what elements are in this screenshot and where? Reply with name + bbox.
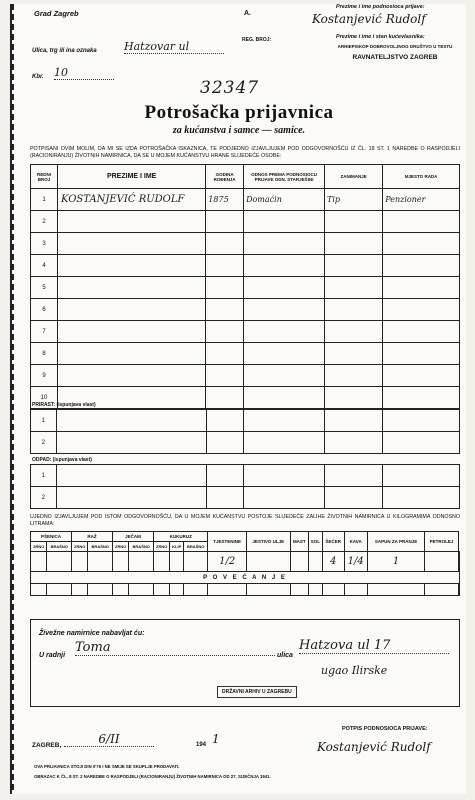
stock-group-header: RAŽ — [71, 532, 112, 542]
signature-value: Kostanjević Rudolf — [317, 740, 431, 754]
row-number: 7 — [31, 321, 58, 343]
applicant-label: Prezime i ime podnosioca prijave: — [336, 4, 425, 10]
stock-value — [31, 552, 47, 572]
row-number: 2 — [31, 211, 58, 233]
empty-cell — [243, 465, 325, 487]
stock-value: 1/2 — [208, 552, 246, 572]
stock-item-header: SOL — [309, 532, 323, 552]
owner-label: Prezime i ime i stan kućevlasnika: — [336, 34, 425, 40]
empty-cell — [243, 432, 325, 454]
cell-name — [58, 365, 206, 387]
table-row — [31, 321, 460, 343]
cell-year — [206, 255, 244, 277]
cell-workplace — [383, 321, 460, 343]
owner-stamp-line1: ARHIEPISKOP DOBROVOLJNOG DRUŠTVO U TESTU — [337, 44, 453, 49]
cell-name: KOSTANJEVIĆ RUDOLF — [58, 189, 206, 211]
table-row — [31, 465, 460, 487]
empty-cell — [183, 584, 208, 596]
stock-value — [71, 552, 87, 572]
cell-relation — [244, 233, 325, 255]
stock-item-header: TJESTENINE — [208, 532, 246, 552]
cell-occupation — [325, 211, 383, 233]
cell-workplace — [383, 277, 460, 299]
empty-cell — [325, 410, 383, 432]
row-number: 6 — [31, 299, 58, 321]
cell-workplace — [383, 233, 460, 255]
stock-value — [458, 552, 459, 572]
stock-sub-header: BRAŠNO — [47, 542, 72, 552]
cell-name — [58, 277, 206, 299]
table-row — [31, 410, 460, 432]
cell-year: 1875 — [206, 189, 244, 211]
stock-item-header: MAST — [290, 532, 308, 552]
cell-year — [206, 387, 244, 409]
cell-workplace — [383, 255, 460, 277]
row-number: 1 — [31, 189, 58, 211]
cell-name — [58, 233, 206, 255]
city-label: Grad Zagreb — [34, 9, 79, 18]
stock-value — [47, 552, 72, 572]
empty-cell — [322, 584, 344, 596]
stock-sub-header: ZRNO — [31, 542, 47, 552]
cell-name — [58, 211, 206, 233]
cell-relation — [244, 343, 325, 365]
form-title: Potrošačka prijavnica — [144, 102, 334, 123]
stock-intro-text: UJEDNO IZJAVLJUJEM POD ISTOM ODGOVORNOŠĆU, DA U MOJEM KUĆANSTVU POSTOJE SLIJEDEĆE ZALIHE ŽIVOTNIH NAMIRNICA U KILOGRAMIMA ODNOSNO LITRAMA: — [30, 514, 460, 527]
cell-occupation — [325, 299, 383, 321]
stock-item-header: JESTIVO ULJE — [246, 532, 290, 552]
form-subtitle: za kućanstva i samce — samice. — [172, 125, 306, 136]
footer-city: ZAGREB, — [32, 742, 62, 749]
stock-value — [290, 552, 308, 572]
cell-occupation — [325, 255, 383, 277]
empty-cell — [47, 584, 72, 596]
empty-cell — [383, 487, 460, 509]
empty-cell — [383, 410, 460, 432]
cell-relation — [244, 321, 325, 343]
empty-cell — [56, 410, 207, 432]
table-row — [31, 255, 460, 277]
empty-cell — [325, 465, 383, 487]
table-row — [31, 233, 460, 255]
stock-value — [309, 552, 323, 572]
empty-cell — [344, 584, 367, 596]
cell-year — [206, 365, 244, 387]
col-header-workplace: MJESTO RADA — [383, 165, 460, 189]
cell-relation — [244, 387, 325, 409]
row-number: 5 — [31, 277, 58, 299]
stock-item-header: PETROLEJ — [425, 532, 458, 552]
shop-street-value: Hatzova ul 17 — [299, 638, 449, 654]
table-row — [31, 365, 460, 387]
section-letter: A. — [244, 10, 251, 17]
cell-workplace — [383, 387, 460, 409]
stock-sub-header: ZRNO — [71, 542, 87, 552]
cell-name — [58, 343, 206, 365]
prirast-label: PRIRAST: (ispunjava vlast) — [32, 402, 96, 408]
cell-occupation — [325, 343, 383, 365]
stock-value — [183, 552, 208, 572]
empty-cell — [458, 584, 459, 596]
cell-occupation — [325, 365, 383, 387]
empty-cell — [243, 487, 325, 509]
empty-cell — [243, 410, 325, 432]
empty-cell — [207, 465, 243, 487]
row-number: 1 — [31, 465, 57, 487]
empty-cell — [309, 584, 323, 596]
cell-workplace — [383, 365, 460, 387]
empty-cell — [112, 584, 128, 596]
cell-year — [206, 211, 244, 233]
empty-cell — [208, 584, 246, 596]
row-number: 2 — [31, 487, 57, 509]
empty-cell — [290, 584, 308, 596]
odpad-table — [30, 464, 460, 509]
empty-cell — [325, 487, 383, 509]
table-row — [31, 277, 460, 299]
shop-street-label: ulica — [277, 652, 293, 659]
stock-value: 1/4 — [344, 552, 367, 572]
footer-note-price: OVA PRIJAVNICA STOJI DIN 0'75 I NE SMIJE SE SKUPLJE PRODAVATI. — [34, 764, 180, 769]
reg-label: REG. BROJ: — [242, 37, 272, 43]
stock-value — [170, 552, 184, 572]
owner-stamp-line2: RAVNATELJSTVO ZAGREB — [352, 54, 438, 61]
empty-cell — [383, 465, 460, 487]
cell-occupation — [325, 277, 383, 299]
cell-year — [206, 321, 244, 343]
stock-value: 1 — [367, 552, 425, 572]
form-sheet — [10, 4, 466, 794]
serial-number: 32347 — [200, 78, 260, 98]
street-label: Ulica, trg ili ina oznaka — [32, 48, 97, 54]
store-label: U radnji — [39, 652, 66, 659]
cell-year — [206, 343, 244, 365]
col-header-relation: ODNOS PREMA PODNOSIOCU PRIJAVE ODN. STARJEŠINI — [244, 165, 325, 189]
empty-cell — [71, 584, 87, 596]
empty-cell — [425, 584, 458, 596]
cell-name — [58, 299, 206, 321]
footer-note-ordinance: OBRAZAC K ČL. 8 ST. 2 NAREDBE O RASPODJELI (RACIONIRANJU) ŽIVOTNIH NAMIRNICA OD 27. SIJEČNJA 1941. — [34, 774, 271, 779]
cell-name — [58, 321, 206, 343]
footer-date: 6/II — [64, 732, 154, 747]
cell-year — [206, 233, 244, 255]
row-number: 8 — [31, 343, 58, 365]
increase-label: P O V E Ć A N J E — [31, 572, 460, 584]
store-value: Toma — [75, 640, 275, 656]
empty-cell — [325, 432, 383, 454]
row-number: 1 — [31, 410, 57, 432]
stock-group-header: PŠENICA — [31, 532, 72, 542]
odpad-label: ODPAD: (ispunjava vlast) — [32, 457, 92, 463]
cell-relation — [244, 299, 325, 321]
stock-item-header: KAVA — [344, 532, 367, 552]
empty-cell — [56, 465, 207, 487]
table-row — [31, 299, 460, 321]
empty-cell — [207, 410, 243, 432]
empty-cell — [207, 432, 243, 454]
cell-relation — [244, 365, 325, 387]
stock-value — [112, 552, 128, 572]
house-number-value: 10 — [54, 66, 114, 80]
stock-sub-header: ZRNO — [153, 542, 169, 552]
prirast-table — [30, 409, 460, 454]
col-header-occupation: ZANIMANJE — [325, 165, 383, 189]
cell-relation — [244, 277, 325, 299]
cell-workplace — [383, 211, 460, 233]
stock-table — [30, 531, 460, 596]
shopping-box — [30, 619, 460, 707]
persons-table — [30, 164, 460, 409]
shopping-label: Živežne namirnice nabavljat ću: — [39, 630, 145, 637]
footer-year-value: 1 — [212, 732, 220, 746]
cell-name — [58, 255, 206, 277]
stock-value — [129, 552, 154, 572]
cell-occupation: Tip — [325, 189, 383, 211]
stock-item-header: SAPUN ZA PRANJE — [367, 532, 425, 552]
archive-stamp: DRŽAVNI ARHIV U ZAGREBU — [217, 686, 297, 698]
intro-text: POTPISANI OVIM MOLIM, DA MI SE IZDA POTROŠAČKA ISKAZNICA, TE PODJEDNO IZJAVLJUJEM POD ODGOVORNOŠĆU IZ ČL. 18 ST. 1 NAREDBE O RASPODJELI (RACIONIRANJU) ŽIVOTNIH NAMIRNICA, DA SE U MOJEM KUĆANSTVU HRANE SLIJEDEĆE OSOBE: — [30, 146, 460, 159]
empty-cell — [153, 584, 169, 596]
col-header-number: REDNI BROJ — [31, 165, 58, 189]
empty-cell — [56, 487, 207, 509]
stock-value — [425, 552, 458, 572]
row-number: 10 — [31, 387, 58, 409]
cell-relation — [244, 211, 325, 233]
row-number: 2 — [31, 432, 57, 454]
shop-street-extra: ugao Ilirske — [321, 664, 388, 677]
cell-occupation — [325, 387, 383, 409]
col-header-birth-year: GODINA ROĐENJA — [206, 165, 244, 189]
empty-cell — [367, 584, 425, 596]
table-row — [31, 343, 460, 365]
cell-year — [206, 277, 244, 299]
empty-cell — [31, 584, 47, 596]
signature-label: POTPIS PODNOSIOCA PRIJAVE: — [342, 726, 428, 732]
empty-cell — [207, 487, 243, 509]
stock-group-header: KUKURUZ — [153, 532, 208, 542]
row-number: 4 — [31, 255, 58, 277]
cell-relation: Domaćin — [244, 189, 325, 211]
row-number: 3 — [31, 233, 58, 255]
row-number: 9 — [31, 365, 58, 387]
cell-workplace — [383, 343, 460, 365]
stock-item-header: ŠEĆER — [322, 532, 344, 552]
empty-cell — [88, 584, 113, 596]
cell-year — [206, 299, 244, 321]
stock-value — [88, 552, 113, 572]
empty-cell — [383, 432, 460, 454]
stock-value: 4 — [322, 552, 344, 572]
stock-sub-header: BRAŠNO — [183, 542, 208, 552]
footer-year-label: 194 — [196, 742, 207, 748]
stock-group-header: JEČAM — [112, 532, 153, 542]
house-number-label: Kbr. — [32, 74, 44, 80]
stock-sub-header: KLIP — [170, 542, 184, 552]
col-header-name: PREZIME I IME — [58, 165, 206, 189]
empty-cell — [170, 584, 184, 596]
cell-workplace: Penzioner — [383, 189, 460, 211]
street-value: Hatzovar ul — [124, 40, 224, 54]
empty-cell — [246, 584, 290, 596]
table-row — [31, 211, 460, 233]
stock-sub-header: ZRNO — [112, 542, 128, 552]
table-row — [31, 189, 460, 211]
cell-relation — [244, 255, 325, 277]
empty-cell — [56, 432, 207, 454]
cell-occupation — [325, 233, 383, 255]
applicant-value: Kostanjević Rudolf — [312, 12, 426, 26]
stock-sub-header: BRAŠNO — [129, 542, 154, 552]
stock-value — [153, 552, 169, 572]
table-row — [31, 487, 460, 509]
cell-workplace — [383, 299, 460, 321]
stock-value — [246, 552, 290, 572]
table-row — [31, 432, 460, 454]
cell-occupation — [325, 321, 383, 343]
stock-sub-header: BRAŠNO — [88, 542, 113, 552]
empty-cell — [129, 584, 154, 596]
